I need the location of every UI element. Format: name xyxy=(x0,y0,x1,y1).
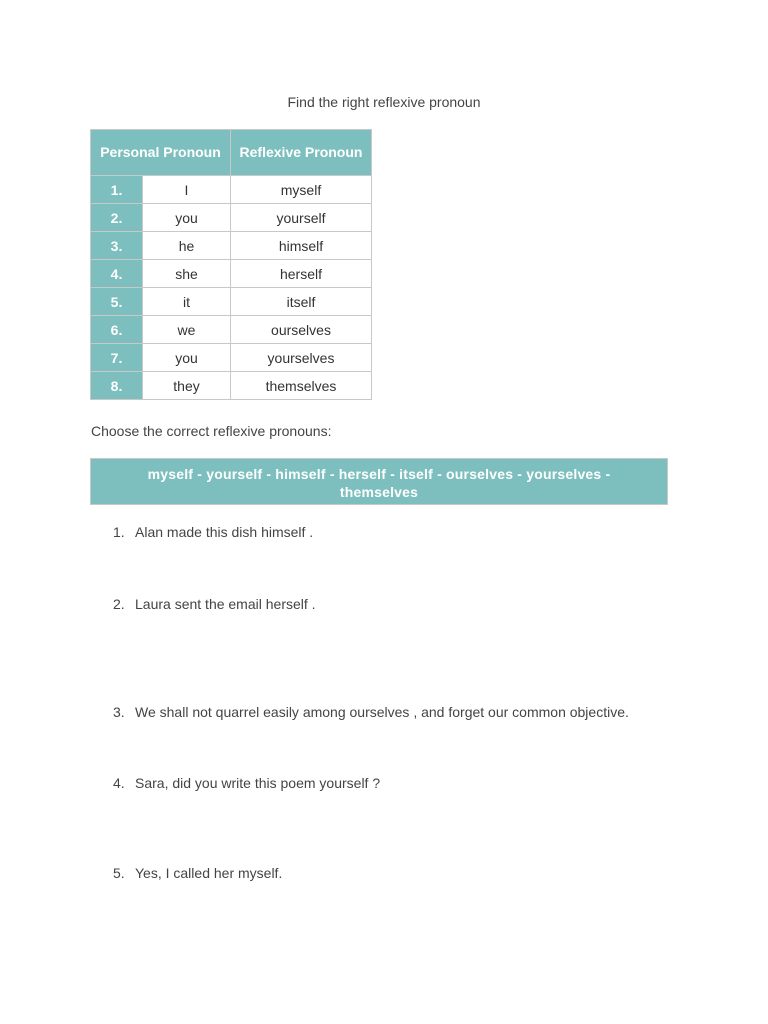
reflexive-pronoun-cell: ourselves xyxy=(231,316,372,344)
personal-pronoun-cell: you xyxy=(143,204,231,232)
row-number: 3. xyxy=(91,232,143,260)
sentence-text: Yes, I called her myself. xyxy=(135,865,283,881)
table-row xyxy=(91,288,372,316)
table-header-row xyxy=(91,130,372,176)
row-number: 1. xyxy=(91,176,143,204)
sentence-text: Laura sent the email herself . xyxy=(135,596,316,612)
row-number: 2. xyxy=(91,204,143,232)
word-bank: myself - yourself - himself - herself - itself - ourselves - yourselves - themselves xyxy=(90,458,668,505)
row-number: 8. xyxy=(91,372,143,400)
reflexive-pronoun-cell: yourselves xyxy=(231,344,372,372)
personal-pronoun-cell: they xyxy=(143,372,231,400)
table-row xyxy=(91,232,372,260)
personal-pronoun-cell: she xyxy=(143,260,231,288)
personal-pronoun-cell: it xyxy=(143,288,231,316)
table-row xyxy=(91,344,372,372)
sentence-number: 3. xyxy=(113,704,125,720)
row-number: 7. xyxy=(91,344,143,372)
sentence-number: 4. xyxy=(113,775,125,791)
sentence-item xyxy=(113,704,629,720)
sentence-item xyxy=(113,596,316,612)
table-row xyxy=(91,176,372,204)
sentence-number: 1. xyxy=(113,524,125,540)
reflexive-pronoun-cell: herself xyxy=(231,260,372,288)
table-row xyxy=(91,204,372,232)
page-title: Find the right reflexive pronoun xyxy=(287,94,481,110)
header-personal-pronoun: Personal Pronoun xyxy=(91,130,231,176)
personal-pronoun-cell: he xyxy=(143,232,231,260)
table-row xyxy=(91,260,372,288)
reflexive-pronoun-cell: himself xyxy=(231,232,372,260)
sentence-text: Alan made this dish himself . xyxy=(135,524,314,540)
sentence-number: 2. xyxy=(113,596,125,612)
table-row xyxy=(91,372,372,400)
sentence-text: Sara, did you write this poem yourself ? xyxy=(135,775,381,791)
reflexive-pronoun-cell: themselves xyxy=(231,372,372,400)
personal-pronoun-cell: you xyxy=(143,344,231,372)
personal-pronoun-cell: I xyxy=(143,176,231,204)
pronoun-table xyxy=(90,129,372,400)
exercise-instruction: Choose the correct reflexive pronouns: xyxy=(91,423,332,439)
reflexive-pronoun-cell: myself xyxy=(231,176,372,204)
sentence-item xyxy=(113,775,380,791)
sentence-number: 5. xyxy=(113,865,125,881)
sentence-item xyxy=(113,524,313,540)
row-number: 5. xyxy=(91,288,143,316)
header-reflexive-pronoun: Reflexive Pronoun xyxy=(231,130,372,176)
row-number: 4. xyxy=(91,260,143,288)
row-number: 6. xyxy=(91,316,143,344)
sentence-item xyxy=(113,865,282,881)
reflexive-pronoun-cell: yourself xyxy=(231,204,372,232)
reflexive-pronoun-cell: itself xyxy=(231,288,372,316)
table-row xyxy=(91,316,372,344)
personal-pronoun-cell: we xyxy=(143,316,231,344)
sentence-text: We shall not quarrel easily among ourselves , and forget our common objective. xyxy=(135,704,629,720)
